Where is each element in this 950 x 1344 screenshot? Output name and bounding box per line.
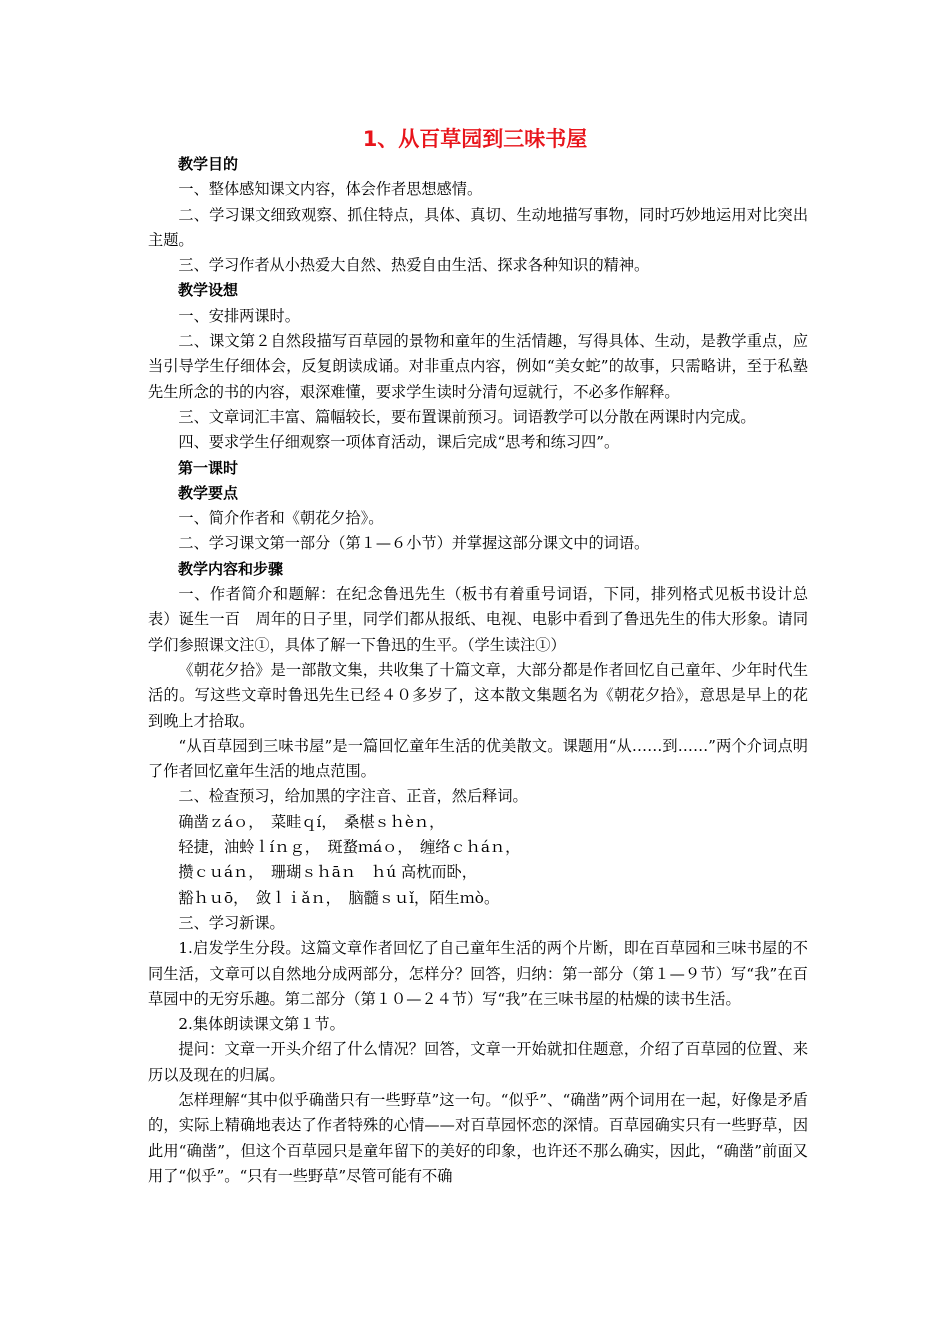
section-heading: 第一课时 bbox=[178, 458, 239, 477]
paragraph: 二、课文第２自然段描写百草园的景物和童年的生活情趣，写得具体、生动，是教学重点，应当引导学生仔细体会，反复朗读成诵。对非重点内容，例如“美女蛇”的故事，只需略讲，至于私塾先生所念的书的内容，艰深难懂，要求学生读时分清句逗就行，不必多作解释。 bbox=[148, 332, 808, 401]
paragraph: 二、学习课文第一部分（第１—６小节）并掌握这部分课文中的词语。 bbox=[178, 534, 650, 553]
paragraph: 四、要求学生仔细观察一项体育活动，课后完成“思考和练习四”。 bbox=[178, 433, 620, 452]
paragraph: 《朝花夕拾》是一部散文集，共收集了十篇文章，大部分都是作者回忆自己童年、少年时代生活的。写这些文章时鲁迅先生已经４０多岁了，这本散文集题名为《朝花夕拾》，意思是早上的花到晚上才拾取。 bbox=[148, 660, 808, 730]
paragraph: 一、简介作者和《朝花夕拾》。 bbox=[178, 509, 384, 528]
paragraph: “从百草园到三味书屋”是一篇回忆童年生活的优美散文。课题用“从……到……”两个介词点明了作者回忆童年生活的地点范围。 bbox=[148, 736, 808, 781]
paragraph: 一、整体感知课文内容，体会作者思想感情。 bbox=[178, 180, 483, 199]
paragraph: 1.启发学生分段。这篇文章作者回忆了自己童年生活的两个片断，即在百草园和三味书屋的不同生活，文章可以自然地分成两部分，怎样分？回答，归纳：第一部分（第１—９节）写“我”在百草园中的无穷乐趣。第二部分（第１０—２４节）写“我”在三味书屋的枯燥的读书生活。 bbox=[148, 939, 808, 1008]
paragraph: 一、安排两课时。 bbox=[178, 306, 300, 325]
paragraph: 怎样理解“其中似乎确凿只有一些野草”这一句。“似乎”、“确凿”两个词用在一起，好像是矛盾的，实际上精确地表达了作者特殊的心情——对百草园怀恋的深情。百草园确实只有一些野草，因此用“确凿”，但这个百草园只是童年留下的美好的印象，也许还不那么确实，因此，“确凿”前面又用了“似乎”。“只有一些野草”尽管可能有不确 bbox=[148, 1090, 808, 1185]
paragraph: 二、学习课文细致观察、抓住特点，具体、真切、生动地描写事物，同时巧妙地运用对比突出主题。 bbox=[148, 205, 808, 249]
paragraph: 豁ｈｕō， 敛ｌｉǎｎ， 脑髓ｓｕǐ，陌生ｍò。 bbox=[178, 888, 500, 907]
paragraph: 三、学习作者从小热爱大自然、热爱自由生活、探求各种知识的精神。 bbox=[178, 256, 650, 275]
section-heading: 教学内容和步骤 bbox=[178, 559, 284, 578]
section-heading: 教学要点 bbox=[178, 483, 239, 502]
paragraph: 确凿ｚáｏ， 菜畦ｑí， 桑椹ｓｈèｎ， bbox=[178, 812, 445, 831]
paragraph: 二、检查预习，给加黑的字注音、正音，然后释词。 bbox=[178, 787, 528, 806]
paragraph: 三、学习新课。 bbox=[178, 913, 285, 932]
paragraph: 攒ｃｕáｎ， 珊瑚ｓｈāｎ ｈú 高枕而卧， bbox=[178, 863, 477, 882]
paragraph: 2.集体朗读课文第１节。 bbox=[178, 1015, 345, 1034]
paragraph: 轻捷，油蛉ｌíｎｇ， 斑蝥ｍáｏ， 缠络ｃｈáｎ， bbox=[178, 838, 521, 857]
paragraph: 提问：文章一开头介绍了什么情况？回答，文章一开始就扣住题意，介绍了百草园的位置、来历以及现在的归属。 bbox=[148, 1040, 808, 1084]
document-title: 1、从百草园到三味书屋 bbox=[362, 127, 588, 151]
section-heading: 教学目的 bbox=[178, 155, 239, 173]
section-heading: 教学设想 bbox=[178, 281, 239, 300]
paragraph: 一、作者简介和题解：在纪念鲁迅先生（板书有着重号词语，下同，排列格式见板书设计总表）诞生一百 周年的日子里，同学们都从报纸、电视、电影中看到了鲁迅先生的伟大形象。请同学们参照课文注①，具体了解一下鲁迅的生平。（学生读注①） bbox=[148, 585, 808, 654]
document-body bbox=[148, 152, 808, 1189]
paragraph: 三、文章词汇丰富、篇幅较长，要布置课前预习。词语教学可以分散在两课时内完成。 bbox=[178, 407, 756, 426]
